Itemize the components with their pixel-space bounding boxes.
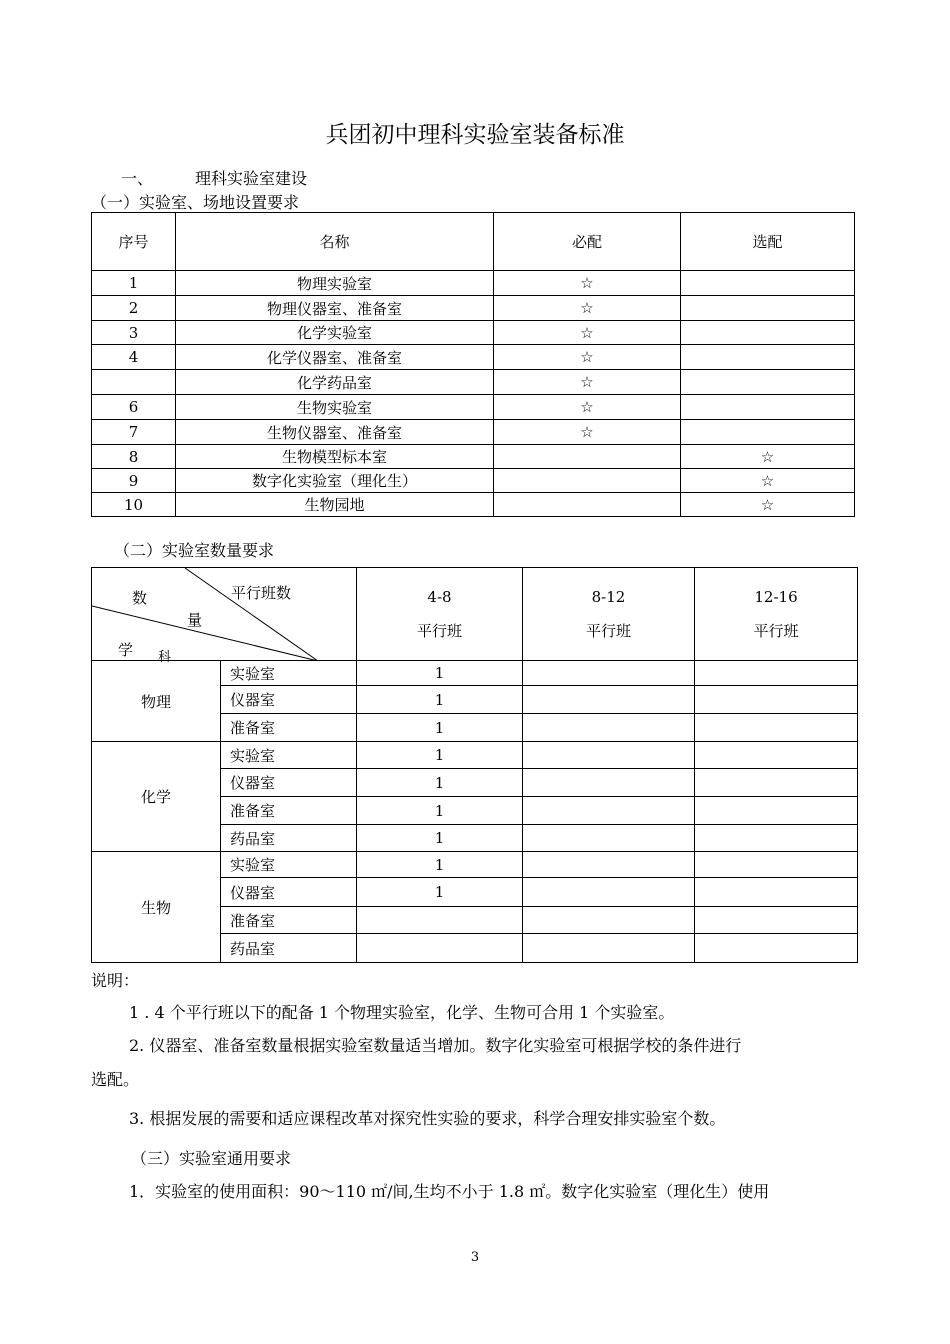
count-cell bbox=[523, 934, 695, 963]
column-header bbox=[357, 568, 523, 661]
cell-no: 3 bbox=[92, 321, 176, 345]
page-number: 3 bbox=[470, 1250, 480, 1265]
count-cell bbox=[523, 852, 695, 878]
cell-name: 化学药品室 bbox=[176, 370, 494, 395]
cell-name: 生物仪器室、准备室 bbox=[176, 420, 494, 445]
cell-req bbox=[494, 469, 681, 493]
notes-label: 说明： bbox=[91, 971, 140, 990]
column-label: 平行班 bbox=[753, 621, 799, 640]
subject-cell: 化学 bbox=[92, 742, 221, 852]
corner-label-columns: 平行班数 bbox=[231, 584, 292, 602]
count-cell: 1 bbox=[357, 769, 523, 797]
cell-opt bbox=[681, 296, 855, 321]
column-header bbox=[523, 568, 695, 661]
count-cell bbox=[695, 742, 858, 769]
cell-opt bbox=[681, 321, 855, 345]
corner-label-liang: 量 bbox=[187, 611, 203, 629]
cell-no bbox=[92, 370, 176, 395]
header-cell: 必配 bbox=[494, 213, 681, 271]
cell-opt: ☆ bbox=[681, 493, 855, 517]
subject-cell: 物理 bbox=[92, 661, 221, 742]
table-row bbox=[92, 493, 855, 517]
column-range: 8-12 bbox=[591, 587, 626, 606]
count-cell bbox=[695, 878, 858, 907]
note-item-2-cont: 选配。 bbox=[91, 1070, 140, 1089]
count-cell bbox=[523, 797, 695, 825]
note-item-1: 1 . 4 个平行班以下的配备 1 个物理实验室，化学、生物可合用 1 个实验室。 bbox=[129, 1003, 675, 1022]
cell-name: 物理实验室 bbox=[176, 271, 494, 296]
room-cell: 仪器室 bbox=[221, 878, 357, 907]
cell-opt: ☆ bbox=[681, 445, 855, 469]
count-cell bbox=[523, 769, 695, 797]
count-cell bbox=[523, 686, 695, 714]
count-cell bbox=[357, 907, 523, 934]
column-label: 平行班 bbox=[416, 621, 462, 640]
table-row bbox=[92, 661, 858, 686]
section-heading-1 bbox=[121, 166, 307, 189]
subsection-heading-3: （三）实验室通用要求 bbox=[131, 1149, 292, 1168]
cell-req: ☆ bbox=[494, 345, 681, 370]
room-cell: 实验室 bbox=[221, 661, 357, 686]
note-item-2: 2. 仪器室、准备室数量根据实验室数量适当增加。数字化实验室可根据学校的条件进行 bbox=[129, 1036, 742, 1055]
count-cell bbox=[523, 742, 695, 769]
count-cell: 1 bbox=[357, 852, 523, 878]
count-cell bbox=[695, 852, 858, 878]
cell-req: ☆ bbox=[494, 321, 681, 345]
table-row bbox=[92, 345, 855, 370]
table-row bbox=[92, 469, 855, 493]
table-row bbox=[92, 420, 855, 445]
cell-req: ☆ bbox=[494, 271, 681, 296]
cell-no: 9 bbox=[92, 469, 176, 493]
cell-opt bbox=[681, 395, 855, 420]
corner-label-xue: 学 bbox=[118, 641, 134, 659]
count-cell: 1 bbox=[357, 742, 523, 769]
cell-opt: ☆ bbox=[681, 469, 855, 493]
cell-req: ☆ bbox=[494, 395, 681, 420]
cell-name: 生物园地 bbox=[176, 493, 494, 517]
column-range: 4-8 bbox=[427, 587, 452, 606]
room-cell: 仪器室 bbox=[221, 686, 357, 714]
count-cell bbox=[695, 907, 858, 934]
section-number: 一、 bbox=[121, 169, 154, 188]
room-cell: 准备室 bbox=[221, 714, 357, 742]
header-cell: 选配 bbox=[681, 213, 855, 271]
cell-name: 数字化实验室（理化生） bbox=[176, 469, 494, 493]
count-cell bbox=[695, 769, 858, 797]
count-cell: 1 bbox=[357, 878, 523, 907]
count-cell bbox=[695, 825, 858, 852]
cell-name: 化学实验室 bbox=[176, 321, 494, 345]
cell-req: ☆ bbox=[494, 420, 681, 445]
table-row bbox=[92, 852, 858, 878]
count-cell bbox=[695, 797, 858, 825]
cell-no: 10 bbox=[92, 493, 176, 517]
cell-no: 6 bbox=[92, 395, 176, 420]
cell-req: ☆ bbox=[494, 370, 681, 395]
count-cell: 1 bbox=[357, 797, 523, 825]
table-row bbox=[92, 321, 855, 345]
cell-no: 8 bbox=[92, 445, 176, 469]
cell-req: ☆ bbox=[494, 296, 681, 321]
column-range: 12-16 bbox=[754, 587, 798, 606]
count-cell bbox=[523, 825, 695, 852]
subject-cell: 生物 bbox=[92, 852, 221, 963]
corner-label-ke: 科 bbox=[158, 650, 172, 665]
count-cell bbox=[695, 934, 858, 963]
cell-no: 2 bbox=[92, 296, 176, 321]
cell-opt bbox=[681, 370, 855, 395]
room-cell: 实验室 bbox=[221, 742, 357, 769]
header-cell: 序号 bbox=[92, 213, 176, 271]
count-cell bbox=[695, 686, 858, 714]
subsection-heading-2: （二）实验室数量要求 bbox=[114, 541, 275, 560]
subsection-heading-1: （一）实验室、场地设置要求 bbox=[91, 193, 300, 212]
lab-quantity-table bbox=[91, 567, 858, 963]
count-cell: 1 bbox=[357, 686, 523, 714]
diagonal-header-cell bbox=[92, 568, 357, 665]
table-header-row bbox=[92, 213, 855, 271]
table-row bbox=[92, 271, 855, 296]
cell-name: 生物实验室 bbox=[176, 395, 494, 420]
count-cell: 1 bbox=[357, 661, 523, 686]
cell-opt bbox=[681, 420, 855, 445]
paragraph-1: 1．实验室的使用面积：90～110 ㎡/间,生均不小于 1.8 ㎡。数字化实验室（理化生）使用 bbox=[129, 1182, 770, 1201]
page-title: 兵团初中理科实验室装备标准 bbox=[325, 122, 625, 148]
header-cell: 名称 bbox=[176, 213, 494, 271]
cell-req bbox=[494, 445, 681, 469]
cell-name: 物理仪器室、准备室 bbox=[176, 296, 494, 321]
lab-setup-table bbox=[91, 212, 855, 517]
section-text: 理科实验室建设 bbox=[195, 169, 308, 188]
table-row bbox=[92, 445, 855, 469]
count-cell bbox=[523, 714, 695, 742]
cell-opt bbox=[681, 345, 855, 370]
count-cell: 1 bbox=[357, 714, 523, 742]
table-row bbox=[92, 370, 855, 395]
column-header bbox=[695, 568, 858, 661]
cell-no: 1 bbox=[92, 271, 176, 296]
count-cell bbox=[523, 661, 695, 686]
cell-no: 4 bbox=[92, 345, 176, 370]
table-row bbox=[92, 742, 858, 769]
cell-name: 化学仪器室、准备室 bbox=[176, 345, 494, 370]
note-item-3: 3. 根据发展的需要和适应课程改革对探究性实验的要求，科学合理安排实验室个数。 bbox=[129, 1109, 726, 1128]
room-cell: 药品室 bbox=[221, 934, 357, 963]
count-cell bbox=[523, 907, 695, 934]
cell-name: 生物模型标本室 bbox=[176, 445, 494, 469]
corner-label-shu: 数 bbox=[132, 589, 148, 607]
cell-opt bbox=[681, 271, 855, 296]
count-cell bbox=[695, 714, 858, 742]
cell-no: 7 bbox=[92, 420, 176, 445]
table-row bbox=[92, 296, 855, 321]
room-cell: 准备室 bbox=[221, 907, 357, 934]
room-cell: 仪器室 bbox=[221, 769, 357, 797]
count-cell bbox=[357, 934, 523, 963]
table-row bbox=[92, 395, 855, 420]
room-cell: 实验室 bbox=[221, 852, 357, 878]
count-cell bbox=[695, 661, 858, 686]
count-cell bbox=[523, 878, 695, 907]
cell-req bbox=[494, 493, 681, 517]
column-label: 平行班 bbox=[585, 621, 631, 640]
count-cell: 1 bbox=[357, 825, 523, 852]
room-cell: 准备室 bbox=[221, 797, 357, 825]
room-cell: 药品室 bbox=[221, 825, 357, 852]
table-header-row bbox=[92, 568, 858, 661]
